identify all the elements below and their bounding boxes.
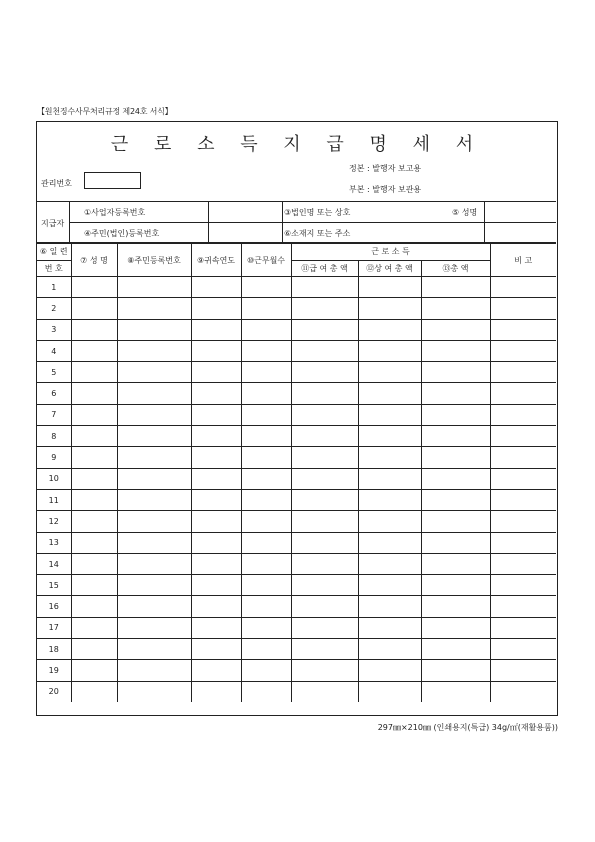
- form-title: 근 로 소 득 지 급 명 세 서: [110, 134, 484, 155]
- table-cell[interactable]: [421, 660, 490, 681]
- table-cell[interactable]: [421, 617, 490, 638]
- table-cell[interactable]: [191, 426, 241, 447]
- table-row: [37, 489, 556, 510]
- col-bonus-header: ⑫상 여 총 액: [358, 260, 421, 277]
- col-serial-header-2: 번 호: [37, 260, 71, 277]
- row-number: 10: [37, 468, 71, 489]
- table-cell[interactable]: [358, 468, 421, 489]
- table-row: [37, 511, 556, 532]
- table-cell[interactable]: [241, 660, 291, 681]
- table-cell[interactable]: [191, 660, 241, 681]
- table-cell[interactable]: [358, 426, 421, 447]
- table-cell[interactable]: [358, 639, 421, 660]
- form: [36, 121, 558, 716]
- paper-spec-footer: 297㎜×210㎜ (인쇄용지(특급) 34g/㎡(재활용품)): [377, 723, 558, 732]
- table-row: [37, 362, 556, 383]
- table-row: [37, 298, 556, 319]
- row-number: 9: [37, 447, 71, 468]
- table-row: [37, 575, 556, 596]
- table-cell[interactable]: [71, 596, 117, 617]
- table-cell[interactable]: [117, 617, 191, 638]
- row-number: 3: [37, 319, 71, 340]
- table-cell[interactable]: [291, 639, 358, 660]
- table-cell[interactable]: [291, 532, 358, 553]
- table-cell[interactable]: [241, 426, 291, 447]
- table-cell[interactable]: [421, 596, 490, 617]
- table-cell[interactable]: [117, 468, 191, 489]
- form-caption: 【원천징수사무처리규정 제24호 서식】: [37, 107, 173, 116]
- table-cell[interactable]: [490, 575, 556, 596]
- table-cell[interactable]: [117, 298, 191, 319]
- table-cell[interactable]: [191, 489, 241, 510]
- table-cell[interactable]: [490, 660, 556, 681]
- table-row: [37, 468, 556, 489]
- table-cell[interactable]: [191, 340, 241, 361]
- row-number: 17: [37, 617, 71, 638]
- table-cell[interactable]: [191, 553, 241, 574]
- row-number: 5: [37, 362, 71, 383]
- table-row: [37, 617, 556, 638]
- table-cell[interactable]: [291, 298, 358, 319]
- table-cell[interactable]: [117, 489, 191, 510]
- resident-number-label: ④주민(법인)등록번호: [84, 229, 160, 238]
- table-cell[interactable]: [490, 383, 556, 404]
- table-cell[interactable]: [71, 319, 117, 340]
- table-cell[interactable]: [241, 298, 291, 319]
- table-cell[interactable]: [490, 511, 556, 532]
- table-cell[interactable]: [71, 447, 117, 468]
- table-cell[interactable]: [358, 532, 421, 553]
- col-resident-header: ⑧주민등록번호: [117, 244, 191, 277]
- table-cell[interactable]: [490, 404, 556, 425]
- table-cell[interactable]: [291, 468, 358, 489]
- table-cell[interactable]: [490, 426, 556, 447]
- table-cell[interactable]: [291, 404, 358, 425]
- table-cell[interactable]: [71, 532, 117, 553]
- table-cell[interactable]: [191, 468, 241, 489]
- table-cell[interactable]: [241, 489, 291, 510]
- row-number: 7: [37, 404, 71, 425]
- table-cell[interactable]: [358, 404, 421, 425]
- table-cell[interactable]: [117, 383, 191, 404]
- business-number-field[interactable]: [209, 203, 281, 221]
- table-cell[interactable]: [421, 681, 490, 702]
- table-cell[interactable]: [71, 383, 117, 404]
- table-row: [37, 340, 556, 361]
- table-cell[interactable]: [291, 617, 358, 638]
- table-cell[interactable]: [191, 511, 241, 532]
- table-cell[interactable]: [490, 340, 556, 361]
- table-cell[interactable]: [71, 404, 117, 425]
- payer-label: 지급자: [41, 219, 65, 228]
- row-number: 20: [37, 681, 71, 702]
- table-cell[interactable]: [490, 468, 556, 489]
- table-cell[interactable]: [421, 277, 490, 298]
- table-cell[interactable]: [291, 553, 358, 574]
- col-total-header: ⑬총 액: [421, 260, 490, 277]
- table-cell[interactable]: [71, 553, 117, 574]
- table-cell[interactable]: [421, 468, 490, 489]
- table-cell[interactable]: [421, 447, 490, 468]
- table-row: [37, 596, 556, 617]
- table-row: [37, 681, 556, 702]
- table-cell[interactable]: [421, 362, 490, 383]
- table-cell[interactable]: [71, 362, 117, 383]
- table-cell[interactable]: [191, 596, 241, 617]
- table-cell[interactable]: [358, 617, 421, 638]
- col-salary-header: ⑪급 여 총 액: [291, 260, 358, 277]
- table-cell[interactable]: [117, 660, 191, 681]
- table-cell[interactable]: [421, 340, 490, 361]
- table-cell[interactable]: [358, 553, 421, 574]
- table-cell[interactable]: [291, 340, 358, 361]
- row-number: 12: [37, 511, 71, 532]
- table-cell[interactable]: [291, 319, 358, 340]
- table-cell[interactable]: [117, 277, 191, 298]
- table-cell[interactable]: [241, 404, 291, 425]
- table-cell[interactable]: [71, 489, 117, 510]
- row-number: 2: [37, 298, 71, 319]
- table-cell[interactable]: [291, 596, 358, 617]
- table-cell[interactable]: [291, 426, 358, 447]
- table-cell[interactable]: [291, 511, 358, 532]
- col-year-header: ⑨귀속연도: [191, 244, 241, 277]
- table-cell[interactable]: [117, 596, 191, 617]
- table-cell[interactable]: [117, 340, 191, 361]
- table-cell[interactable]: [241, 681, 291, 702]
- table-cell[interactable]: [421, 383, 490, 404]
- table-cell[interactable]: [191, 639, 241, 660]
- table-cell[interactable]: [241, 447, 291, 468]
- table-cell[interactable]: [421, 639, 490, 660]
- table-cell[interactable]: [241, 468, 291, 489]
- table-cell[interactable]: [191, 319, 241, 340]
- address-label: ⑥소재지 또는 주소: [284, 229, 351, 238]
- table-cell[interactable]: [71, 468, 117, 489]
- col-remarks-header: 비 고: [490, 244, 556, 277]
- table-row: [37, 404, 556, 425]
- table-cell[interactable]: [490, 596, 556, 617]
- table-cell[interactable]: [117, 319, 191, 340]
- table-cell[interactable]: [358, 575, 421, 596]
- payer-name-label: ⑤ 성명: [452, 208, 478, 217]
- table-cell[interactable]: [421, 553, 490, 574]
- table-cell[interactable]: [291, 447, 358, 468]
- row-number: 11: [37, 489, 71, 510]
- table-cell[interactable]: [358, 319, 421, 340]
- row-number: 15: [37, 575, 71, 596]
- table-cell[interactable]: [421, 511, 490, 532]
- table-cell[interactable]: [358, 447, 421, 468]
- table-cell[interactable]: [421, 575, 490, 596]
- table-cell[interactable]: [241, 277, 291, 298]
- table-cell[interactable]: [241, 340, 291, 361]
- table-cell[interactable]: [191, 362, 241, 383]
- table-cell[interactable]: [241, 575, 291, 596]
- table-cell[interactable]: [421, 298, 490, 319]
- table-cell[interactable]: [191, 404, 241, 425]
- copy-duplicate-label: 부본 : 발행자 보관용: [349, 185, 422, 194]
- table-cell[interactable]: [421, 404, 490, 425]
- table-cell[interactable]: [358, 277, 421, 298]
- table-row: [37, 532, 556, 553]
- table-cell[interactable]: [490, 298, 556, 319]
- table-cell[interactable]: [358, 298, 421, 319]
- table-cell[interactable]: [117, 532, 191, 553]
- table-cell[interactable]: [291, 362, 358, 383]
- table-cell[interactable]: [117, 362, 191, 383]
- table-cell[interactable]: [71, 639, 117, 660]
- table-cell[interactable]: [421, 319, 490, 340]
- table-cell[interactable]: [241, 596, 291, 617]
- row-number: 4: [37, 340, 71, 361]
- col-serial-header: ⑥ 일 련: [37, 244, 71, 261]
- management-number-field[interactable]: [84, 172, 141, 189]
- col-months-header: ⑩근무월수: [241, 244, 291, 277]
- income-group-header: 근 로 소 득: [291, 244, 490, 261]
- corp-name-label: ③법인명 또는 상호: [284, 208, 351, 217]
- table-row: [37, 660, 556, 681]
- table-row: [37, 426, 556, 447]
- table-cell[interactable]: [241, 532, 291, 553]
- table-row: [37, 319, 556, 340]
- table-cell[interactable]: [291, 383, 358, 404]
- table-cell[interactable]: [490, 447, 556, 468]
- table-cell[interactable]: [241, 319, 291, 340]
- table-cell[interactable]: [421, 426, 490, 447]
- row-number: 16: [37, 596, 71, 617]
- table-cell[interactable]: [490, 489, 556, 510]
- table-row: [37, 639, 556, 660]
- table-cell[interactable]: [191, 447, 241, 468]
- table-cell[interactable]: [358, 362, 421, 383]
- table-cell[interactable]: [71, 511, 117, 532]
- row-number: 1: [37, 277, 71, 298]
- table-cell[interactable]: [191, 298, 241, 319]
- table-cell[interactable]: [490, 362, 556, 383]
- table-cell[interactable]: [490, 617, 556, 638]
- row-number: 14: [37, 553, 71, 574]
- col-name-header: ⑦ 성 명: [71, 244, 117, 277]
- table-cell[interactable]: [241, 617, 291, 638]
- table-cell[interactable]: [291, 660, 358, 681]
- table-cell[interactable]: [117, 553, 191, 574]
- table-cell[interactable]: [71, 681, 117, 702]
- table-row: [37, 553, 556, 574]
- table-row: [37, 277, 556, 298]
- table-cell[interactable]: [71, 660, 117, 681]
- management-number-label: 관리번호: [41, 179, 72, 188]
- table-cell[interactable]: [71, 617, 117, 638]
- table-cell[interactable]: [358, 489, 421, 510]
- table-cell[interactable]: [241, 383, 291, 404]
- table-cell[interactable]: [191, 617, 241, 638]
- table-cell[interactable]: [490, 319, 556, 340]
- table-cell[interactable]: [71, 277, 117, 298]
- table-cell[interactable]: [358, 383, 421, 404]
- table-cell[interactable]: [490, 639, 556, 660]
- table-cell[interactable]: [421, 532, 490, 553]
- table-cell[interactable]: [490, 532, 556, 553]
- table-cell[interactable]: [241, 511, 291, 532]
- copy-original-label: 정본 : 발행자 보고용: [349, 164, 422, 173]
- table-cell[interactable]: [117, 511, 191, 532]
- table-cell[interactable]: [490, 553, 556, 574]
- business-number-label: ①사업자등록번호: [84, 208, 146, 217]
- table-cell[interactable]: [191, 277, 241, 298]
- table-cell[interactable]: [117, 575, 191, 596]
- table-cell[interactable]: [191, 383, 241, 404]
- table-cell[interactable]: [117, 426, 191, 447]
- table-row: [37, 447, 556, 468]
- table-cell[interactable]: [71, 298, 117, 319]
- row-number: 8: [37, 426, 71, 447]
- table-cell[interactable]: [358, 681, 421, 702]
- table-cell[interactable]: [71, 426, 117, 447]
- table-cell[interactable]: [358, 340, 421, 361]
- row-number: 6: [37, 383, 71, 404]
- table-cell[interactable]: [241, 553, 291, 574]
- table-cell[interactable]: [117, 404, 191, 425]
- table-cell[interactable]: [71, 340, 117, 361]
- table-cell[interactable]: [358, 660, 421, 681]
- table-cell[interactable]: [358, 596, 421, 617]
- row-number: 18: [37, 639, 71, 660]
- row-number: 19: [37, 660, 71, 681]
- table-cell[interactable]: [191, 681, 241, 702]
- row-number: 13: [37, 532, 71, 553]
- table-cell[interactable]: [358, 511, 421, 532]
- table-cell[interactable]: [117, 639, 191, 660]
- table-cell[interactable]: [490, 277, 556, 298]
- table-cell[interactable]: [291, 489, 358, 510]
- table-cell[interactable]: [117, 447, 191, 468]
- table-row: [37, 383, 556, 404]
- table-cell[interactable]: [291, 277, 358, 298]
- table-cell[interactable]: [291, 575, 358, 596]
- table-cell[interactable]: [421, 489, 490, 510]
- table-cell[interactable]: [241, 362, 291, 383]
- table-cell[interactable]: [71, 575, 117, 596]
- table-cell[interactable]: [241, 639, 291, 660]
- table-cell[interactable]: [117, 681, 191, 702]
- table-cell[interactable]: [191, 575, 241, 596]
- table-cell[interactable]: [191, 532, 241, 553]
- table-cell[interactable]: [291, 681, 358, 702]
- table-cell[interactable]: [490, 681, 556, 702]
- income-table: [37, 243, 556, 702]
- payer-section: [37, 201, 556, 243]
